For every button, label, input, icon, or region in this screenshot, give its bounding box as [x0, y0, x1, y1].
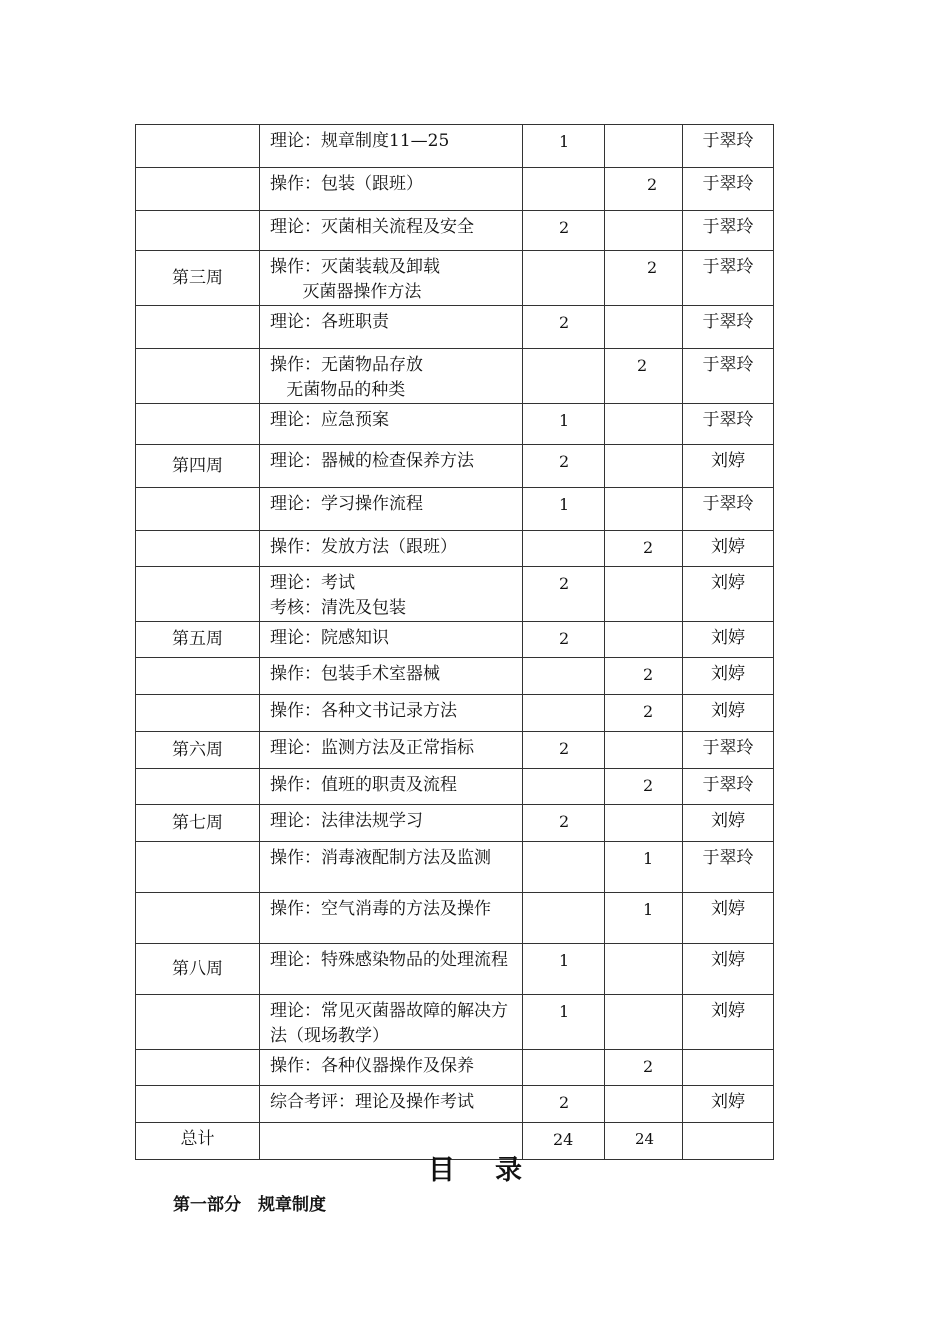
week-cell: 第三周 [136, 251, 260, 306]
total-label: 总计 [136, 1123, 260, 1160]
teacher-cell: 于翠玲 [683, 251, 774, 306]
content-cell: 理论：应急预案 [260, 404, 523, 445]
total-theory-hours: 24 [523, 1123, 605, 1160]
table-row [136, 488, 774, 531]
practice-hours-cell: 1 [605, 842, 683, 893]
schedule-table [135, 124, 774, 1160]
content-cell: 理论：院感知识 [260, 622, 523, 658]
table-row [136, 732, 774, 769]
teacher-cell: 于翠玲 [683, 306, 774, 349]
practice-hours-cell [605, 306, 683, 349]
teacher-cell: 刘婷 [683, 445, 774, 488]
practice-hours-cell [605, 445, 683, 488]
content-cell: 操作：消毒液配制方法及监测 [260, 842, 523, 893]
teacher-cell: 于翠玲 [683, 349, 774, 404]
teacher-cell: 于翠玲 [683, 404, 774, 445]
table-row [136, 349, 774, 404]
week-cell [136, 695, 260, 732]
theory-hours-cell [523, 349, 605, 404]
practice-hours-cell [605, 944, 683, 995]
week-cell [136, 567, 260, 622]
week-cell [136, 125, 260, 168]
table-row [136, 531, 774, 567]
teacher-cell: 刘婷 [683, 567, 774, 622]
teacher-cell: 刘婷 [683, 805, 774, 842]
table-row [136, 445, 774, 488]
theory-hours-cell [523, 842, 605, 893]
practice-hours-cell [605, 404, 683, 445]
content-cell: 理论：学习操作流程 [260, 488, 523, 531]
practice-hours-cell [605, 567, 683, 622]
table-row [136, 842, 774, 893]
content-cell: 操作：空气消毒的方法及操作 [260, 893, 523, 944]
teacher-cell: 刘婷 [683, 531, 774, 567]
teacher-cell: 于翠玲 [683, 488, 774, 531]
table-row [136, 658, 774, 695]
table-row [136, 995, 774, 1050]
content-cell: 理论：特殊感染物品的处理流程 [260, 944, 523, 995]
practice-hours-cell [605, 805, 683, 842]
practice-hours-cell: 2 [605, 251, 683, 306]
week-cell [136, 769, 260, 805]
week-cell [136, 168, 260, 211]
content-cell: 操作：各种仪器操作及保养 [260, 1050, 523, 1086]
content-cell: 理论：灭菌相关流程及安全 [260, 211, 523, 251]
week-cell: 第五周 [136, 622, 260, 658]
practice-hours-cell: 2 [605, 658, 683, 695]
week-cell [136, 1086, 260, 1123]
week-cell: 第六周 [136, 732, 260, 769]
toc-part-1: 第一部分 规章制度 [173, 1195, 326, 1215]
teacher-cell: 于翠玲 [683, 168, 774, 211]
practice-hours-cell [605, 488, 683, 531]
practice-hours-cell [605, 125, 683, 168]
week-cell: 第七周 [136, 805, 260, 842]
theory-hours-cell [523, 893, 605, 944]
practice-hours-cell [605, 732, 683, 769]
teacher-cell: 刘婷 [683, 1086, 774, 1123]
theory-hours-cell: 1 [523, 125, 605, 168]
content-cell: 操作：包装手术室器械 [260, 658, 523, 695]
theory-hours-cell: 2 [523, 306, 605, 349]
teacher-cell: 刘婷 [683, 944, 774, 995]
content-cell: 理论：各班职责 [260, 306, 523, 349]
content-cell: 综合考评：理论及操作考试 [260, 1086, 523, 1123]
table-row [136, 893, 774, 944]
table-row [136, 306, 774, 349]
week-cell [136, 893, 260, 944]
week-cell [136, 531, 260, 567]
theory-hours-cell: 2 [523, 1086, 605, 1123]
content-cell: 理论：考试 考核：清洗及包装 [260, 567, 523, 622]
theory-hours-cell [523, 769, 605, 805]
practice-hours-cell [605, 211, 683, 251]
content-cell: 操作：各种文书记录方法 [260, 695, 523, 732]
toc-title: 目录 [428, 1155, 562, 1186]
theory-hours-cell: 2 [523, 445, 605, 488]
week-cell [136, 349, 260, 404]
table-row [136, 622, 774, 658]
total-practice-hours: 24 [605, 1123, 683, 1160]
theory-hours-cell: 1 [523, 944, 605, 995]
content-cell: 操作：发放方法（跟班） [260, 531, 523, 567]
content-cell: 理论：法律法规学习 [260, 805, 523, 842]
theory-hours-cell: 2 [523, 805, 605, 842]
table-row [136, 769, 774, 805]
practice-hours-cell: 2 [605, 349, 683, 404]
teacher-cell: 于翠玲 [683, 211, 774, 251]
practice-hours-cell [605, 995, 683, 1050]
practice-hours-cell: 2 [605, 1050, 683, 1086]
week-cell [136, 404, 260, 445]
teacher-cell: 于翠玲 [683, 769, 774, 805]
teacher-cell: 刘婷 [683, 893, 774, 944]
content-cell: 理论：器械的检查保养方法 [260, 445, 523, 488]
table-row [136, 125, 774, 168]
content-cell: 操作：值班的职责及流程 [260, 769, 523, 805]
week-cell [136, 306, 260, 349]
week-cell [136, 842, 260, 893]
teacher-cell: 于翠玲 [683, 125, 774, 168]
theory-hours-cell [523, 1050, 605, 1086]
table-row [136, 211, 774, 251]
teacher-cell: 于翠玲 [683, 732, 774, 769]
table-row [136, 805, 774, 842]
practice-hours-cell: 2 [605, 168, 683, 211]
content-cell: 操作：灭菌装载及卸载 灭菌器操作方法 [260, 251, 523, 306]
table-row [136, 1086, 774, 1123]
theory-hours-cell: 1 [523, 488, 605, 531]
theory-hours-cell: 2 [523, 567, 605, 622]
theory-hours-cell: 2 [523, 211, 605, 251]
teacher-cell: 刘婷 [683, 995, 774, 1050]
week-cell [136, 211, 260, 251]
theory-hours-cell: 2 [523, 732, 605, 769]
table-row [136, 251, 774, 306]
practice-hours-cell: 2 [605, 769, 683, 805]
week-cell [136, 658, 260, 695]
theory-hours-cell: 1 [523, 995, 605, 1050]
content-cell: 操作：无菌物品存放 无菌物品的种类 [260, 349, 523, 404]
content-cell: 理论：规章制度11—25 [260, 125, 523, 168]
practice-hours-cell [605, 622, 683, 658]
theory-hours-cell [523, 251, 605, 306]
practice-hours-cell: 2 [605, 531, 683, 567]
practice-hours-cell [605, 1086, 683, 1123]
theory-hours-cell: 2 [523, 622, 605, 658]
teacher-cell: 刘婷 [683, 695, 774, 732]
teacher-cell: 刘婷 [683, 622, 774, 658]
theory-hours-cell [523, 168, 605, 211]
table-row [136, 1050, 774, 1086]
week-cell [136, 488, 260, 531]
theory-hours-cell [523, 695, 605, 732]
practice-hours-cell: 1 [605, 893, 683, 944]
theory-hours-cell [523, 658, 605, 695]
week-cell [136, 995, 260, 1050]
theory-hours-cell [523, 531, 605, 567]
week-cell: 第四周 [136, 445, 260, 488]
content-cell: 操作：包装（跟班） [260, 168, 523, 211]
teacher-cell: 刘婷 [683, 658, 774, 695]
teacher-cell: 于翠玲 [683, 842, 774, 893]
content-cell: 理论：监测方法及正常指标 [260, 732, 523, 769]
teacher-cell [683, 1050, 774, 1086]
content-cell: 理论：常见灭菌器故障的解决方法（现场教学） [260, 995, 523, 1050]
week-cell [136, 1050, 260, 1086]
theory-hours-cell: 1 [523, 404, 605, 445]
practice-hours-cell: 2 [605, 695, 683, 732]
week-cell: 第八周 [136, 944, 260, 995]
table-row [136, 404, 774, 445]
table-row [136, 567, 774, 622]
table-row [136, 944, 774, 995]
table-row [136, 695, 774, 732]
table-row [136, 168, 774, 211]
